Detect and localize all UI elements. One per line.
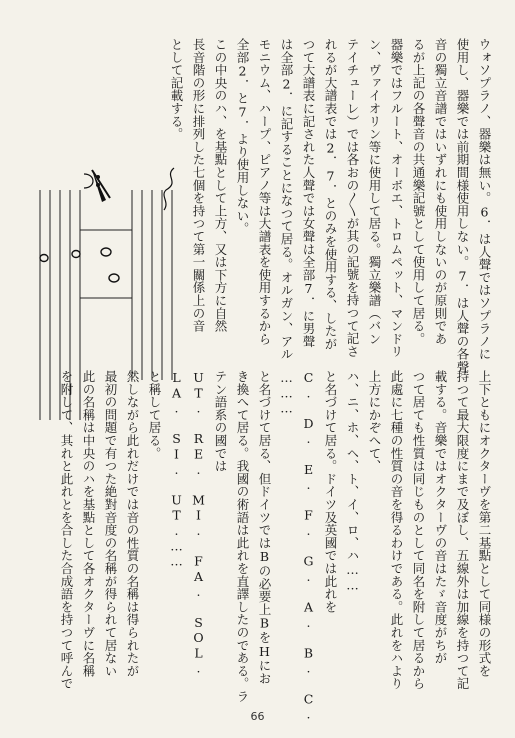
page-number: 66 [250,710,265,723]
text-column: 全部2．と7．より使用しない。 [235,38,250,235]
text-column: 載する。音樂ではオクターヴの音はたゞ音度がちが [433,370,448,665]
text-column: るが上記の各聲音の共通樂記號として使用して居る。 [411,38,426,346]
text-column: ハ、ニ、ホ、ヘ、ト、イ、ロ、ハ…… [345,370,360,593]
note-icon [72,251,80,258]
text-column: 上下ともにオクターヴを第二基點として同様の形式を [477,370,492,678]
text-column: 使用し、器樂では前期間様使用しない。7．は人聲の各聲 [455,38,470,374]
bass-clef-icon [84,174,93,188]
text-column: UT. RE. MI. FA. SOL. LA. SI. UT.…… [169,370,206,676]
text-column: は全部2．に記することになつて居る。オルガン、アル [279,38,294,361]
text-column: を附して、其れと此れとを合した合成語を持つて呼んで [59,370,74,690]
text-column: 最初の問題で有つた絶對音度の名稱が得られて居ない [103,370,118,678]
text-column: テン語系の國では [213,370,228,473]
text-column: と名づけて居る、但ドイツではBの必要上BをHにお [257,370,272,685]
text-column: 上方にかぞへて、 [367,370,382,473]
note-icon [101,248,111,256]
text-column: 此處に七種の性質の音を得るわけである。此れをハより [389,370,404,690]
text-block-lower [59,370,495,730]
text-column: 器樂ではフルート、オーボエ、トロムペット、マンドリ [389,38,404,358]
text-column: つて居ても性質は同じものとして同名を附して居るから [411,370,426,690]
text-column: 音の獨立音譜ではいずれにも使用しないのが原則であ [433,38,448,346]
text-column: き換へて居る。我國の術語は此れを直譯したのである。ラ [235,370,250,703]
text-column: 然しながら此れだけでは音の性質の名稱は得られたが [125,370,140,678]
text-column: と稱して居る。 [147,370,162,460]
text-column: 持つて最大限度にまで及ぼし、五線外は加線を持つて記 [455,370,470,690]
text-column: C. D. E. F. G. A. B. C. ……… [279,370,316,722]
note-icon [40,255,48,262]
text-column: 長音階の形に排列した七個を持つて第一關係上の音 [191,38,206,333]
text-column: と名づけて居る。ドイツ及英國では此れを [323,370,338,614]
text-column: テイチューレ）では各おの〳〵が其の記號を持つて記さ [345,38,360,358]
text-column: として記載する。 [169,38,184,141]
text-column: モニウム、ハープ、ピアノ等は大譜表を使用するから [257,38,272,346]
text-column: つて大譜表に記された人聲では女聲は全部7．に男聲 [301,38,316,348]
text-column: この中央のハ、を基點として上方、又は下方に自然 [213,38,228,333]
text-column: れるが大譜表では2．7．とのみを使用する、したが [323,38,338,351]
text-column: 此の名稱は中央のハを基點として各オクターヴに名稱 [81,370,96,678]
text-column: ン、ヴァイオリン等に使用して居る。獨立樂譜（バン [367,38,382,346]
note-icon [109,274,119,282]
text-column: ウォソプラノ、器樂は無い。6．は人聲ではソプラノに [477,38,492,361]
